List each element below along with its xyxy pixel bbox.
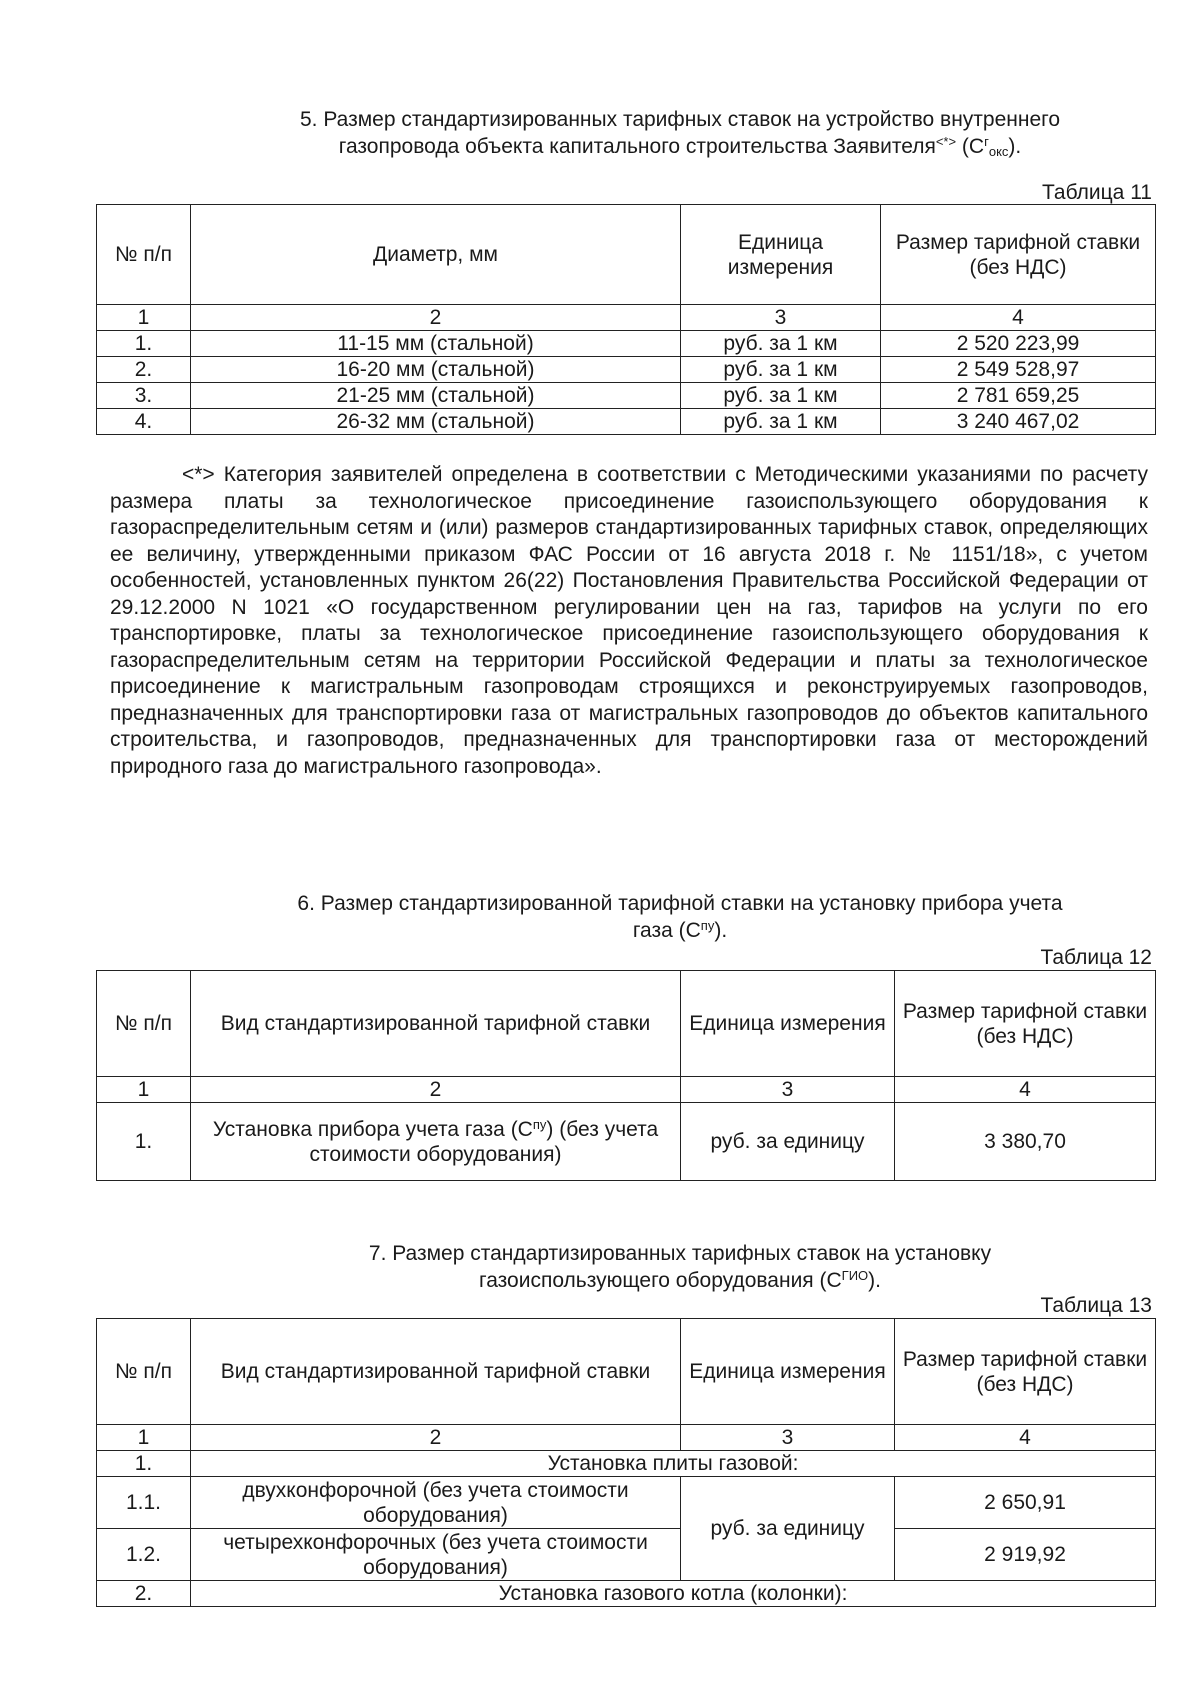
col-number: 3 <box>681 1425 895 1451</box>
row-value: 3 380,70 <box>895 1103 1156 1181</box>
col-number: 3 <box>681 305 881 331</box>
col-number: 2 <box>191 305 681 331</box>
table-row <box>97 409 1156 435</box>
table-header-row <box>97 1319 1156 1425</box>
header-cell: Размер тарифной ставки (без НДС) <box>881 205 1156 305</box>
col-number: 3 <box>681 1077 895 1103</box>
table-header-row <box>97 205 1156 305</box>
table12-label: Таблица 12 <box>1040 946 1152 969</box>
row-value: 3 240 467,02 <box>881 409 1156 435</box>
row-name: 26-32 мм (стальной) <box>191 409 681 435</box>
row-value: 2 549 528,97 <box>881 357 1156 383</box>
header-cell: Диаметр, мм <box>191 205 681 305</box>
row-unit: руб. за единицу <box>681 1477 895 1581</box>
table11 <box>96 204 1156 435</box>
row-unit: руб. за единицу <box>681 1103 895 1181</box>
table13-label: Таблица 13 <box>1040 1294 1152 1317</box>
table-row <box>97 331 1156 357</box>
section7-heading <box>200 1240 1160 1294</box>
table-row <box>97 383 1156 409</box>
section7-heading-line2: газоиспользующего оборудования $(С^{ГИО})$. <box>479 1268 881 1292</box>
row-number: 1.1. <box>97 1477 191 1529</box>
col-number: 4 <box>881 305 1156 331</box>
row-number: 3. <box>97 383 191 409</box>
col-number: 1 <box>97 305 191 331</box>
group-row <box>97 1581 1156 1607</box>
row-value: 2 919,92 <box>895 1529 1156 1581</box>
group-title: Установка плиты газовой: <box>191 1451 1156 1477</box>
col-number: 4 <box>895 1425 1156 1451</box>
section5-heading-line1: 5. Размер стандартизированных тарифных ставок на устройство внутреннего <box>299 108 1061 131</box>
row-number: 1. <box>97 1103 191 1181</box>
table11-label: Таблица 11 <box>1042 181 1152 204</box>
column-number-row <box>97 1077 1156 1103</box>
table-row <box>97 357 1156 383</box>
table-row <box>97 1477 1156 1529</box>
row-name: 16-20 мм (стальной) <box>191 357 681 383</box>
row-unit: руб. за 1 км <box>681 357 881 383</box>
header-cell: № п/п <box>97 1319 191 1425</box>
section5-heading-line2: газопровода объекта капитального строительства Заявителя<*> $(С^г_{окс})$. <box>338 134 1022 159</box>
table-row <box>97 1103 1156 1181</box>
header-cell: № п/п <box>97 205 191 305</box>
row-number: 1.2. <box>97 1529 191 1581</box>
table13 <box>96 1318 1156 1607</box>
header-cell: Единица измерения <box>681 205 881 305</box>
group-title: Установка газового котла (колонки): <box>191 1581 1156 1607</box>
row-name: двухконфорочной (без учета стоимости оборудования) <box>191 1477 681 1529</box>
section7-heading-line1: 7. Размер стандартизированных тарифных ставок на установку <box>368 1242 992 1265</box>
row-name: 21-25 мм (стальной) <box>191 383 681 409</box>
row-name: четырехконфорочных (без учета стоимости оборудования) <box>191 1529 681 1581</box>
row-value: 2 781 659,25 <box>881 383 1156 409</box>
section6-heading-line2: газа $(С^{пу})$. <box>632 918 728 942</box>
header-cell: № п/п <box>97 971 191 1077</box>
table-header-row <box>97 971 1156 1077</box>
row-unit: руб. за 1 км <box>681 331 881 357</box>
group-row <box>97 1451 1156 1477</box>
section5-heading <box>200 106 1160 160</box>
header-cell: Размер тарифной ставки (без НДС) <box>895 1319 1156 1425</box>
row-value: 2 520 223,99 <box>881 331 1156 357</box>
header-cell: Единица измерения <box>681 1319 895 1425</box>
row-number: 1. <box>97 1451 191 1477</box>
row-number: 1. <box>97 331 191 357</box>
row-number: 2. <box>97 1581 191 1607</box>
column-number-row <box>97 305 1156 331</box>
col-number: 2 <box>191 1425 681 1451</box>
section6-heading <box>200 890 1160 944</box>
column-number-row <box>97 1425 1156 1451</box>
row-value: 2 650,91 <box>895 1477 1156 1529</box>
section6-heading-line1: 6. Размер стандартизированной тарифной ставки на установку прибора учета <box>297 892 1063 915</box>
header-cell: Единица измерения <box>681 971 895 1077</box>
footnote-text: <*> Категория заявителей определена в соответствии с Методическими указаниями по расчету размера платы за технологическое присоединение газоиспользующего оборудования к газораспределительным сетям и (или) размеров стандартизированных тарифных ставок, определяющих ее величину, утвержденными приказом ФАС России от 16 августа 2018 г. № 1151/18», с учетом особенностей, установленных пунктом 26(22) Постановления Правительства Российской Федерации от 29.12.2000 N 1021 «О государственном регулировании цен на газ, тарифов на услуги по его транспортировке, платы за технологическое присоединение газоиспользующего оборудования к газораспределительным сетям на территории Российской Федерации и платы за технологическое присоединение к магистральным газопроводам строящихся и реконструируемых газопроводов, предназначенных для транспортировки газа от магистральных газопроводов до объектов капитального строительства, и газопроводов, предназначенных для транспортировки газа от месторождений природного газа до магистрального газопровода». <box>110 463 1148 778</box>
row-unit: руб. за 1 км <box>681 409 881 435</box>
footnote-paragraph <box>110 462 1148 780</box>
col-number: 1 <box>97 1425 191 1451</box>
table12 <box>96 970 1156 1181</box>
header-cell: Вид стандартизированной тарифной ставки <box>191 1319 681 1425</box>
row-number: 4. <box>97 409 191 435</box>
col-number: 1 <box>97 1077 191 1103</box>
row-name: 11-15 мм (стальной) <box>191 331 681 357</box>
col-number: 4 <box>895 1077 1156 1103</box>
row-name: Установка прибора учета газа $(С^{пу})$ (без учета стоимости оборудования) <box>191 1103 681 1181</box>
header-cell: Вид стандартизированной тарифной ставки <box>191 971 681 1077</box>
row-number: 2. <box>97 357 191 383</box>
row-unit: руб. за 1 км <box>681 383 881 409</box>
col-number: 2 <box>191 1077 681 1103</box>
table-row <box>97 1529 1156 1581</box>
header-cell: Размер тарифной ставки (без НДС) <box>895 971 1156 1077</box>
